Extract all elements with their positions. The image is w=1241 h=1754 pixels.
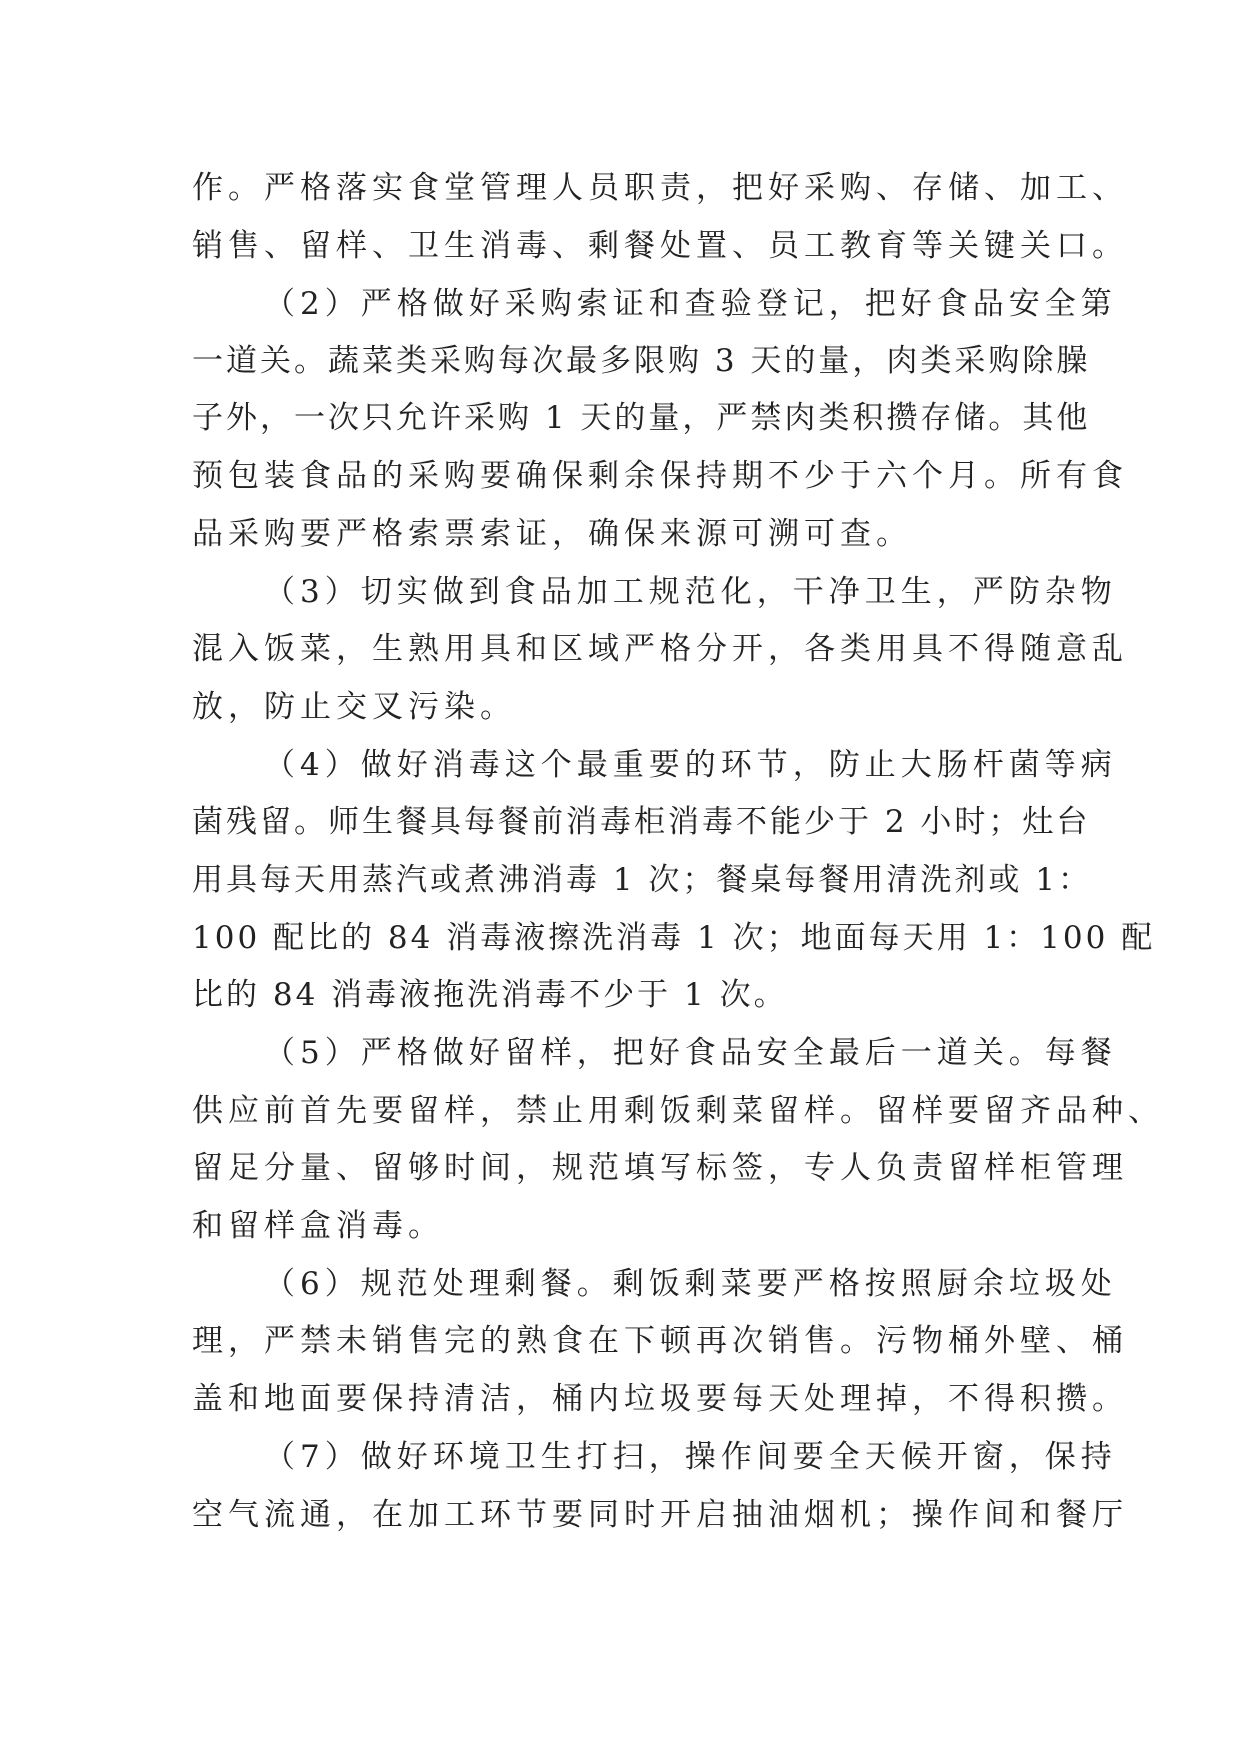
text-line-2: 销售、留样、卫生消毒、剩餐处置、员工教育等关键关口。 (192, 228, 1128, 264)
paragraph-4-start: （4）做好消毒这个最重要的环节，防止大肠杆菌等病 (264, 747, 1117, 783)
text-line-4: 一道关。蔬菜类采购每次最多限购 3 天的量，肉类采购除臊 (192, 343, 1091, 379)
paragraph-7-start: （7）做好环境卫生打扫，操作间要全天候开窗，保持 (264, 1439, 1117, 1475)
text-line-21: 理，严禁未销售完的熟食在下顿再次销售。污物桶外壁、桶 (192, 1323, 1128, 1359)
paragraph-5-start: （5）严格做好留样，把好食品安全最后一道关。每餐 (264, 1035, 1117, 1071)
paragraph-3-start: （3）切实做到食品加工规范化，干净卫生，严防杂物 (264, 574, 1117, 610)
text-line-14: 100 配比的 84 消毒液擦洗消毒 1 次；地面每天用 1：100 配 (192, 920, 1156, 956)
text-line-13: 用具每天用蒸汽或煮沸消毒 1 次；餐桌每餐用清洗剂或 1： (192, 862, 1093, 898)
text-line-24: 空气流通，在加工环节要同时开启抽油烟机；操作间和餐厅 (192, 1497, 1128, 1533)
paragraph-6-start: （6）规范处理剩餐。剩饭剩菜要严格按照厨余垃圾处 (264, 1266, 1117, 1302)
text-line-1: 作。严格落实食堂管理人员职责，把好采购、存储、加工、 (192, 170, 1128, 206)
text-line-17: 供应前首先要留样，禁止用剩饭剩菜留样。留样要留齐品种、 (192, 1093, 1164, 1129)
text-line-12: 菌残留。师生餐具每餐前消毒柜消毒不能少于 2 小时；灶台 (192, 804, 1091, 840)
text-line-9: 混入饭菜，生熟用具和区域严格分开，各类用具不得随意乱 (192, 631, 1128, 667)
text-line-10: 放，防止交叉污染。 (192, 689, 516, 725)
text-line-5: 子外，一次只允许采购 1 天的量，严禁肉类积攒存储。其他 (192, 400, 1091, 436)
text-line-22: 盖和地面要保持清洁，桶内垃圾要每天处理掉，不得积攒。 (192, 1381, 1128, 1417)
text-line-7: 品采购要严格索票索证，确保来源可溯可查。 (192, 516, 912, 552)
text-line-18: 留足分量、留够时间，规范填写标签，专人负责留样柜管理 (192, 1150, 1128, 1186)
text-line-6: 预包装食品的采购要确保剩余保持期不少于六个月。所有食 (192, 458, 1128, 494)
text-line-15: 比的 84 消毒液拖洗消毒不少于 1 次。 (192, 977, 788, 1013)
text-line-19: 和留样盒消毒。 (192, 1208, 444, 1244)
paragraph-2-start: （2）严格做好采购索证和查验登记，把好食品安全第 (264, 286, 1117, 322)
